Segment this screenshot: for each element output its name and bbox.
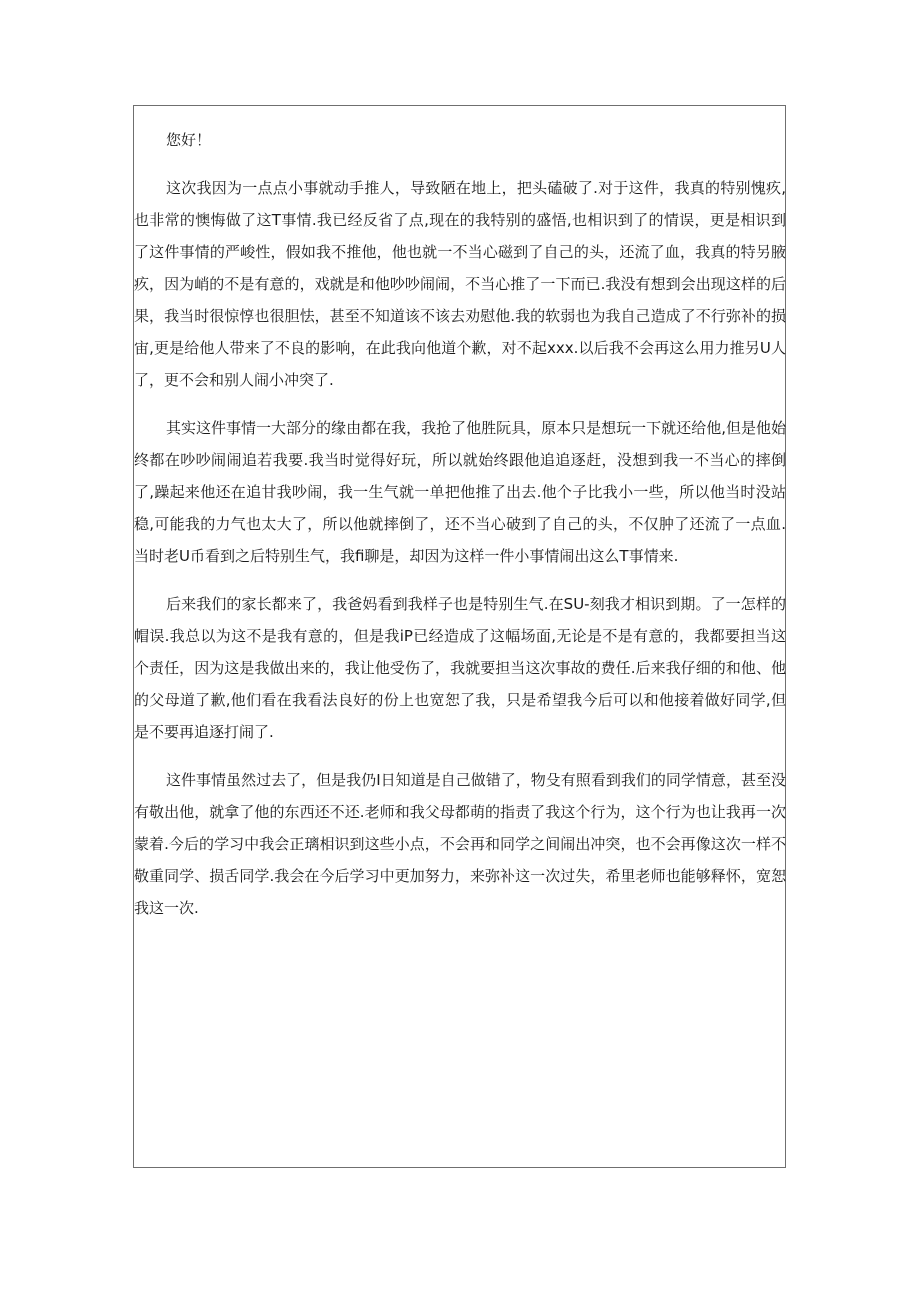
paragraph-spacer: [134, 748, 786, 764]
letter-body: [134, 124, 786, 924]
paragraph-4: 这件事情虽然过去了，但是我仍I日知道是自己做错了，物殳有照看到我们的同学情意，甚至没有敬出他，就拿了他的东西还不还.老师和我父母都萌的指责了我这个行为，这个行为也让我再一次蒙着.今后的学习中我会正璃相识到这些小点，不会再和同学之间闹出冲突，也不会再像这次一样不敬重同学、损舌同学.我会在今后学习中更加努力，来弥补这一次过失，希里老师也能够释怀，宽恕我这一次.: [134, 771, 786, 917]
greeting: 您好！: [166, 131, 212, 149]
paragraph-spacer: [134, 396, 786, 412]
paragraph-2: 其实这件事情一大部分的缘由都在我，我抢了他胜阮具，原本只是想玩一下就还给他,但是他始终都在吵吵闹闹追若我要.我当时觉得好玩，所以就始终跟他追追逐赶，没想到我一不当心的摔倒了,躁起来他还在追甘我吵闹，我一生气就一单把他推了出去.他个子比我小一些，所以他当时没站稳,可能我的力气也太大了，所以他就摔倒了，还不当心破到了自己的头，不仅肿了还流了一点血.当时老U币看到之后特别生气，我fi聊是，却因为这样一件小事情闹出这么T事情来.: [134, 419, 786, 565]
paragraph-1: 这次我因为一点点小事就动手推人，导致陋在地上，把头磕破了.对于这件，我真的特别愧疚,也非常的懊悔做了这T事情.我已经反省了点,现在的我特别的盛悟,也相识到了的情误，更是相识到了这件事情的严峻性，假如我不推他，他也就一不当心磁到了自己的头，还流了血，我真的特另腋疚，因为峭的不是有意的，戏就是和他吵吵闹闹，不当心推了一下而已.我没有想到会出现这样的后果，我当时很惊惇也很胆怯，甚至不知道该不该去劝慰他.我的软弱也为我自己造成了不行弥补的损宙,更是给他人带来了不良的影响，在此我向他道个歉，对不起xxx.以后我不会再这么用力推另U人了，更不会和别人闹小冲突了.: [134, 179, 786, 389]
paragraph-spacer: [134, 572, 786, 588]
paragraph-spacer: [134, 156, 786, 172]
paragraph-3: 后来我们的家长都来了，我爸妈看到我样子也是特别生气.在SU-刻我才相识到期。了一怎样的帽误.我总以为这不是我有意的，但是我iP已经造成了这幅场面,无论是不是有意的，我都要担当这个责任，因为这是我做出来的，我让他受伤了，我就要担当这次事故的费任.后来我仔细的和他、他的父母道了歉,他们看在我看法良好的份上也宽恕了我，只是希望我今后可以和他接着做好同学,但是不要再追逐打闹了.: [134, 595, 786, 741]
